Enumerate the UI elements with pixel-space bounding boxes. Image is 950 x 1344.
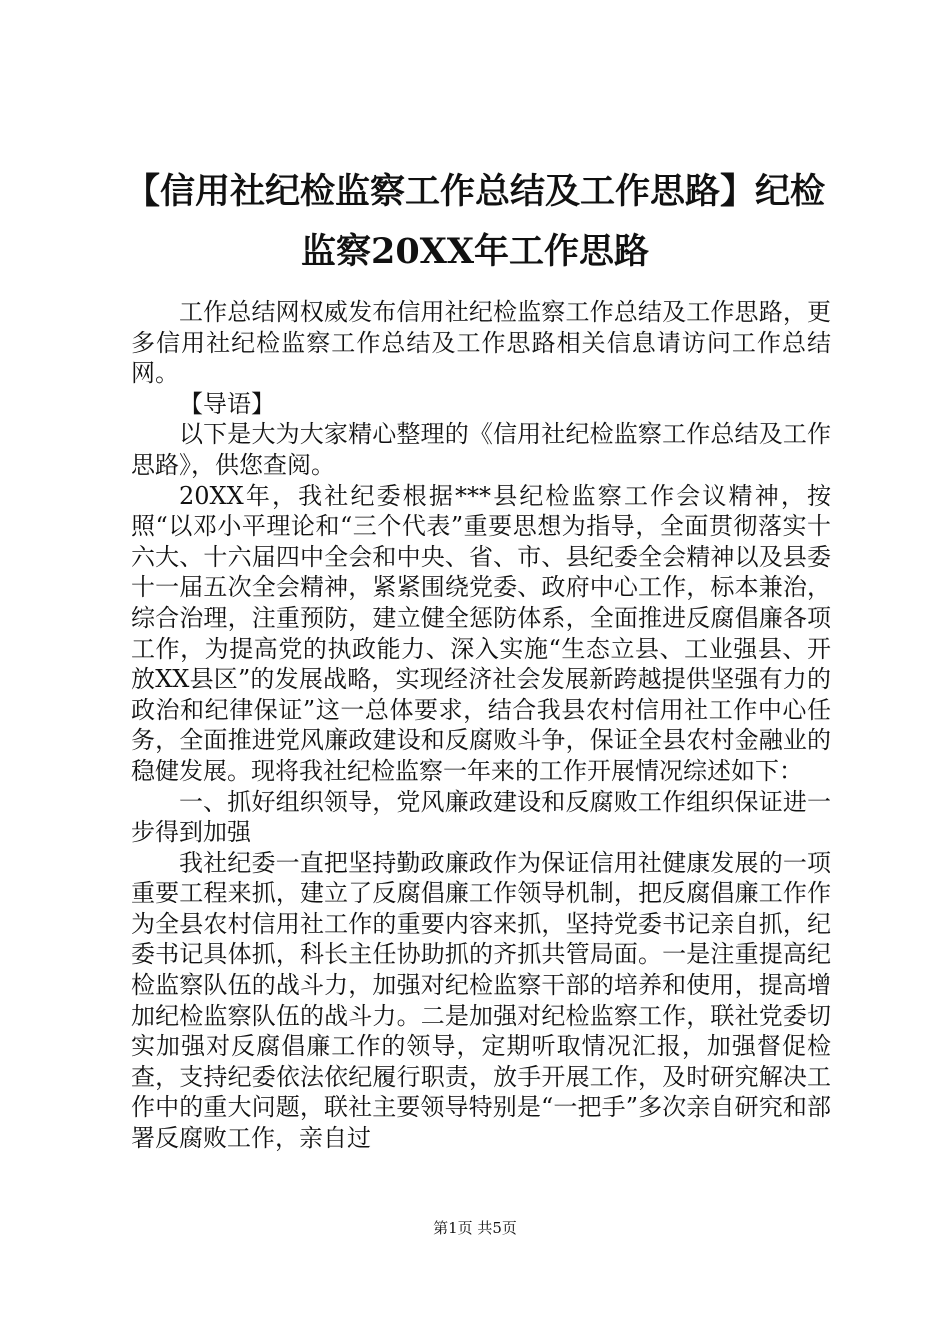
paragraph-lead: 以下是大为大家精心整理的《信用社纪检监察工作总结及工作思路》，供您查阅。 xyxy=(131,420,831,479)
paragraph-intro: 工作总结网权威发布信用社纪检监察工作总结及工作思路，更多信用社纪检监察工作总结及工作思路相关信息请访问工作总结网。 xyxy=(131,298,831,388)
section-heading-1: 一、抓好组织领导，党风廉政建设和反腐败工作组织保证进一步得到加强 xyxy=(131,787,831,847)
document-body xyxy=(131,297,831,1154)
page-footer: 第1页 共5页 xyxy=(433,1219,517,1237)
paragraph-section-1: 我社纪委一直把坚持勤政廉政作为保证信用社健康发展的一项重要工程来抓，建立了反腐倡廉工作领导机制，把反腐倡廉工作作为全县农村信用社工作的重要内容来抓，坚持党委书记亲自抓，纪委书记具体抓，科长主任协助抓的齐抓共管局面。一是注重提高纪检监察队伍的战斗力，加强对纪检监察干部的培养和使用，提高增加纪检监察队伍的战斗力。二是加强对纪检监察工作，联社党委切实加强对反腐倡廉工作的领导，定期听取情况汇报，加强督促检查，支持纪委依法依纪履行职责，放手开展工作，及时研究解决工作中的重大问题，联社主要领导特别是“一把手”多次亲自研究和部署反腐败工作，亲自过 xyxy=(131,848,831,1153)
document-title: 【信用社纪检监察工作总结及工作思路】纪检监察20XX年工作思路 xyxy=(124,171,825,272)
paragraph-overview: 20XX年，我社纪委根据***县纪检监察工作会议精神，按照“以邓小平理论和“三个代表”重要思想为指导，全面贯彻落实十六大、十六届四中全会和中央、省、市、县纪委全会精神以及县委十一届五次全会精神，紧紧围绕党委、政府中心工作，标本兼治，综合治理，注重预防，建立健全惩防体系，全面推进反腐倡廉各项工作，为提高党的执政能力、深入实施“生态立县、工业强县、开放XX县区”的发展战略，实现经济社会发展新跨越提供坚强有力的政治和纪律保证”这一总体要求，结合我县农村信用社工作中心任务，全面推进党风廉政建设和反腐败斗争，保证全县农村金融业的稳健发展。现将我社纪检监察一年来的工作开展情况综述如下： xyxy=(131,481,831,785)
paragraph-lead-heading: 【导语】 xyxy=(179,389,275,418)
